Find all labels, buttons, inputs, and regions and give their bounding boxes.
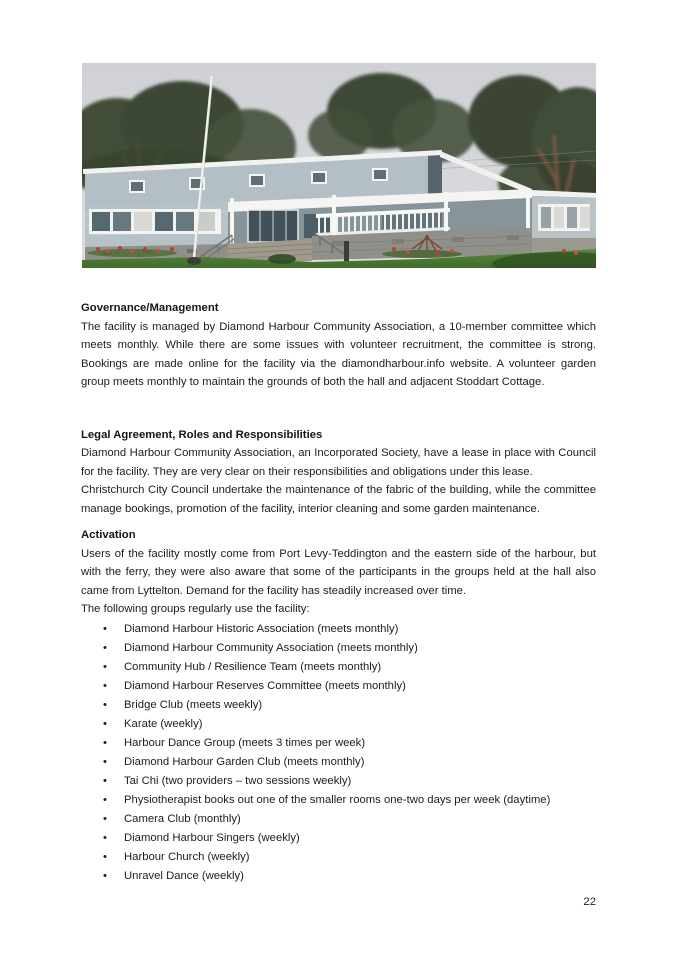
- list-item: • Diamond Harbour Garden Club (meets monthly): [81, 753, 596, 772]
- paragraph: Christchurch City Council undertake the maintenance of the fabric of the building, while the committee manage bookings, promotion of the facility, interior cleaning and some garden maintenance.: [81, 484, 596, 515]
- list-item: • Community Hub / Resilience Team (meets monthly): [81, 658, 596, 677]
- list-item: • Diamond Harbour Community Association (meets monthly): [81, 639, 596, 658]
- list-item: • Karate (weekly): [81, 715, 596, 734]
- list-item: • Harbour Church (weekly): [81, 848, 596, 867]
- list-item: • Bridge Club (meets weekly): [81, 696, 596, 715]
- page-number: 22: [583, 896, 596, 908]
- list-item: • Diamond Harbour Historic Association (meets monthly): [81, 620, 596, 639]
- list-item: • Diamond Harbour Singers (weekly): [81, 829, 596, 848]
- list-item: • Tai Chi (two providers – two sessions weekly): [81, 772, 596, 791]
- section-heading: Legal Agreement, Roles and Responsibilities: [81, 428, 323, 441]
- section-activation: [81, 526, 596, 886]
- section-heading: Activation: [81, 529, 136, 541]
- page-content: [81, 299, 596, 886]
- paragraph: The facility is managed by Diamond Harbour Community Association, a 10-member committee which meets monthly. While there are some issues with volunteer recruitment, the committee is strong. Bookings are made online for the facility via the diamondharbour.info website. A volunteer garden group meets monthly to maintain the grounds of both the hall and adjacent Stoddart Cottage.: [81, 320, 596, 388]
- list-item: • Harbour Dance Group (meets 3 times per week): [81, 734, 596, 753]
- hall-photo: [82, 63, 596, 268]
- groups-list: [81, 620, 596, 886]
- section-heading: Governance/Management: [81, 302, 219, 314]
- paragraph: Users of the facility mostly come from Port Levy-Teddington and the eastern side of the harbour, but with the ferry, they were also aware that some of the participants in the groups held at the hall also came from Lyttelton. Demand for the facility has steadily increased over time.: [81, 547, 596, 597]
- list-item: • Physiotherapist books out one of the smaller rooms one-two days per week (daytime): [81, 791, 596, 810]
- section-governance: [81, 299, 596, 392]
- list-item: • Camera Club (monthly): [81, 810, 596, 829]
- right-annex: [532, 190, 596, 238]
- list-item: • Unravel Dance (weekly): [81, 867, 596, 886]
- section-legal-agreement: [81, 426, 596, 519]
- left-window-row: [89, 209, 221, 234]
- paragraph: Diamond Harbour Community Association, an Incorporated Society, have a lease in place with Council for the facility. They are very clear on their responsibilities and obligations under this lease.: [81, 447, 596, 478]
- hall-photo-illustration: [82, 63, 596, 268]
- list-item: • Diamond Harbour Reserves Committee (meets monthly): [81, 677, 596, 696]
- paragraph: The following groups regularly use the facility:: [81, 603, 310, 615]
